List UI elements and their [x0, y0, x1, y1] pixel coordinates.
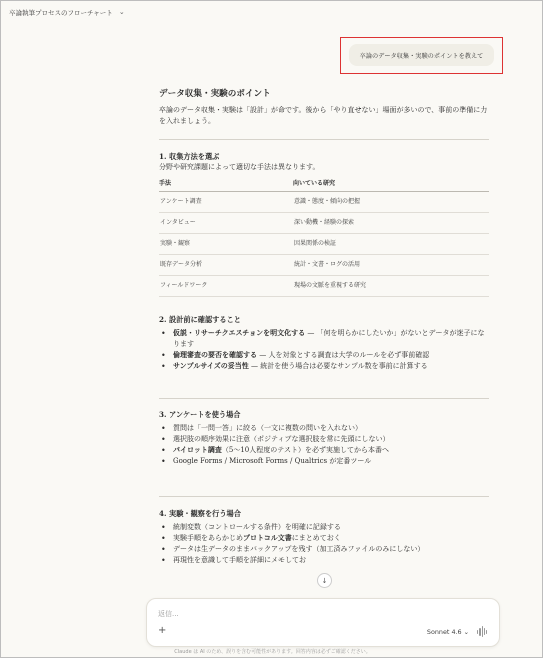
chevron-down-icon[interactable]: ⌄ [118, 8, 125, 16]
list-item: • 実験手順をあらかじめプロトコル文書にまとめておく [159, 533, 489, 544]
user-message-highlight [340, 37, 503, 74]
list-item: • Google Forms / Microsoft Forms / Qualtrics が定番ツール [159, 456, 489, 467]
list-item: • 倫理審査の要否を確認する — 人を対象とする調査は大学のルールを必ず事前確認 [159, 350, 489, 361]
section-heading: 1. 収集方法を選ぶ [159, 152, 220, 161]
response-intro: 卒論のデータ収集・実験は「設計」が命です。後から「やり直せない」場面が多いので、事前の準備に力を入れましょう。 [159, 106, 488, 126]
table-header-row [159, 177, 489, 192]
table-cell: フィールドワーク [159, 276, 293, 297]
table-row [159, 213, 489, 234]
table-cell: 既存データ分析 [159, 255, 293, 276]
list-item: • パイロット調査（5〜10人程度のテスト）を必ず実施してから本番へ [159, 445, 489, 456]
list-item: • 再現性を意識して手順を詳細にメモしてお [159, 555, 489, 566]
bullet-list [159, 522, 489, 565]
reply-input[interactable]: 返信... [158, 610, 179, 618]
column-header-method: 手法 [159, 177, 293, 192]
scroll-to-bottom-button[interactable]: ↓ [317, 573, 332, 588]
table-cell: インタビュー [159, 213, 293, 234]
conversation-title[interactable]: 卒論執筆プロセスのフローチャート [9, 8, 113, 17]
response-title: データ収集・実験のポイント [159, 89, 271, 99]
table-cell: 統計・文書・ログの活用 [293, 255, 489, 276]
divider [159, 139, 489, 140]
model-selector[interactable]: Sonnet 4.6 ⌄ [426, 628, 469, 636]
section-collection-methods [159, 151, 489, 297]
section-heading: 4. 実験・観察を行う場合 [159, 509, 241, 518]
table-cell: 因果関係の検証 [293, 234, 489, 255]
column-header-suitable: 向いている研究 [293, 177, 489, 192]
methods-table [159, 177, 489, 297]
table-row [159, 192, 489, 213]
section-survey [159, 409, 489, 467]
divider [159, 496, 489, 497]
table-cell: 深い動機・経験の探索 [293, 213, 489, 234]
section-description: 分野や研究課題によって適切な手法は異なります。 [159, 163, 320, 172]
list-item: • 質問は「一問一答」に絞る（一文に複数の問いを入れない） [159, 423, 489, 434]
section-experiment [159, 508, 489, 566]
table-row [159, 255, 489, 276]
conversation-title-bar[interactable] [9, 5, 125, 19]
bullet-list [159, 423, 489, 466]
table-row [159, 234, 489, 255]
response-header [159, 88, 489, 127]
add-attachment-button[interactable]: + [158, 625, 167, 636]
user-message-bubble: 卒論のデータ収集・実験のポイントを教えて [349, 44, 494, 66]
list-item: • 選択肢の順序効果に注意（ポジティブな選択肢を常に先頭にしない） [159, 434, 489, 445]
list-item: • 仮説・リサーチクエスチョンを明文化する — 「何を明らかにしたいか」がないとデータが迷子になります [159, 328, 489, 350]
bullet-list [159, 328, 489, 371]
divider [159, 398, 489, 399]
table-cell: アンケート調査 [159, 192, 293, 213]
table-cell: 現場の文脈を重視する研究 [293, 276, 489, 297]
table-cell: 実験・観察 [159, 234, 293, 255]
voice-mode-icon[interactable] [477, 626, 491, 637]
message-composer[interactable] [146, 598, 500, 647]
disclaimer-text: Claude は AI のため、誤りを含む可能性があります。回答内容は必ずご確認ください。 [174, 649, 371, 655]
table-cell: 意識・態度・傾向の把握 [293, 192, 489, 213]
section-pre-design-checks [159, 314, 489, 372]
list-item: • 統制変数（コントロールする条件）を明確に記録する [159, 522, 489, 533]
list-item: • サンプルサイズの妥当性 — 統計を使う場合は必要なサンプル数を事前に計算する [159, 361, 489, 372]
list-item: • データは生データのままバックアップを残す（加工済みファイルのみにしない） [159, 544, 489, 555]
table-row [159, 276, 489, 297]
section-heading: 3. アンケートを使う場合 [159, 410, 241, 419]
section-heading: 2. 設計前に確認すること [159, 315, 241, 324]
